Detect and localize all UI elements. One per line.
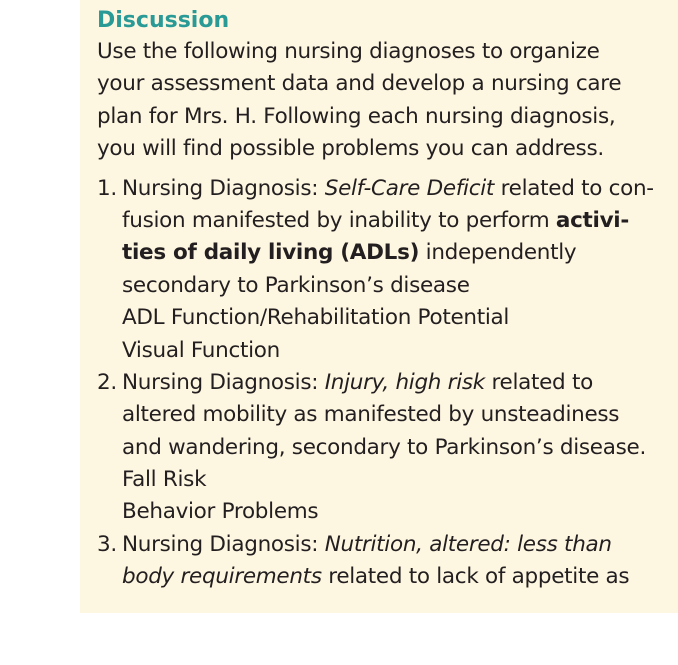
list-item-line: secondary to Parkinson’s disease bbox=[122, 272, 470, 298]
intro-line: you will find possible problems you can address. bbox=[97, 136, 604, 162]
problem-label: ADL Function/Rehabilitation Potential bbox=[122, 305, 510, 331]
problem-label: Visual Function bbox=[122, 337, 280, 363]
list-item-line bbox=[97, 173, 675, 205]
item-italic-term: body requirements bbox=[122, 564, 322, 590]
diagnosis-list bbox=[97, 173, 675, 594]
item-text: independently bbox=[419, 240, 577, 266]
intro-paragraph bbox=[97, 36, 675, 166]
problem-label: Behavior Problems bbox=[122, 499, 319, 525]
item-italic-term: Injury, high risk bbox=[324, 369, 485, 395]
intro-line: Use the following nursing diagnoses to organize bbox=[97, 39, 600, 64]
item-bold-term: activi- bbox=[555, 207, 629, 233]
item-italic-term: Self-Care Deficit bbox=[324, 175, 495, 201]
section-heading: Discussion bbox=[97, 8, 230, 33]
item-text: Nursing Diagnosis: bbox=[122, 531, 325, 557]
item-text: related to lack of appetite as bbox=[321, 564, 630, 590]
item-text: Nursing Diagnosis: bbox=[122, 175, 325, 201]
list-item-line bbox=[97, 237, 675, 269]
problem-label: Fall Risk bbox=[122, 467, 207, 493]
intro-line: your assessment data and develop a nursing care bbox=[97, 71, 622, 97]
item-number: 1. bbox=[97, 175, 117, 201]
item-bold-term: ties of daily living (ADLs) bbox=[122, 240, 420, 266]
item-text: related to bbox=[484, 369, 593, 395]
list-item-line bbox=[97, 529, 675, 561]
item-text: Nursing Diagnosis: bbox=[122, 369, 325, 395]
intro-line: plan for Mrs. H. Following each nursing diagnosis, bbox=[97, 103, 616, 129]
item-number: 2. bbox=[97, 369, 117, 395]
item-italic-term: Nutrition, altered: less than bbox=[324, 531, 612, 557]
item-text: related to con- bbox=[494, 175, 654, 201]
list-item-line bbox=[97, 561, 675, 593]
item-text: fusion manifested by inability to perform bbox=[122, 207, 556, 233]
list-item-line: and wandering, secondary to Parkinson’s disease. bbox=[122, 434, 646, 460]
list-item-line bbox=[97, 367, 675, 399]
list-item-line: altered mobility as manifested by unsteadiness bbox=[122, 402, 620, 428]
item-number: 3. bbox=[97, 531, 117, 557]
discussion-section bbox=[97, 6, 675, 594]
list-item-line bbox=[97, 205, 675, 237]
